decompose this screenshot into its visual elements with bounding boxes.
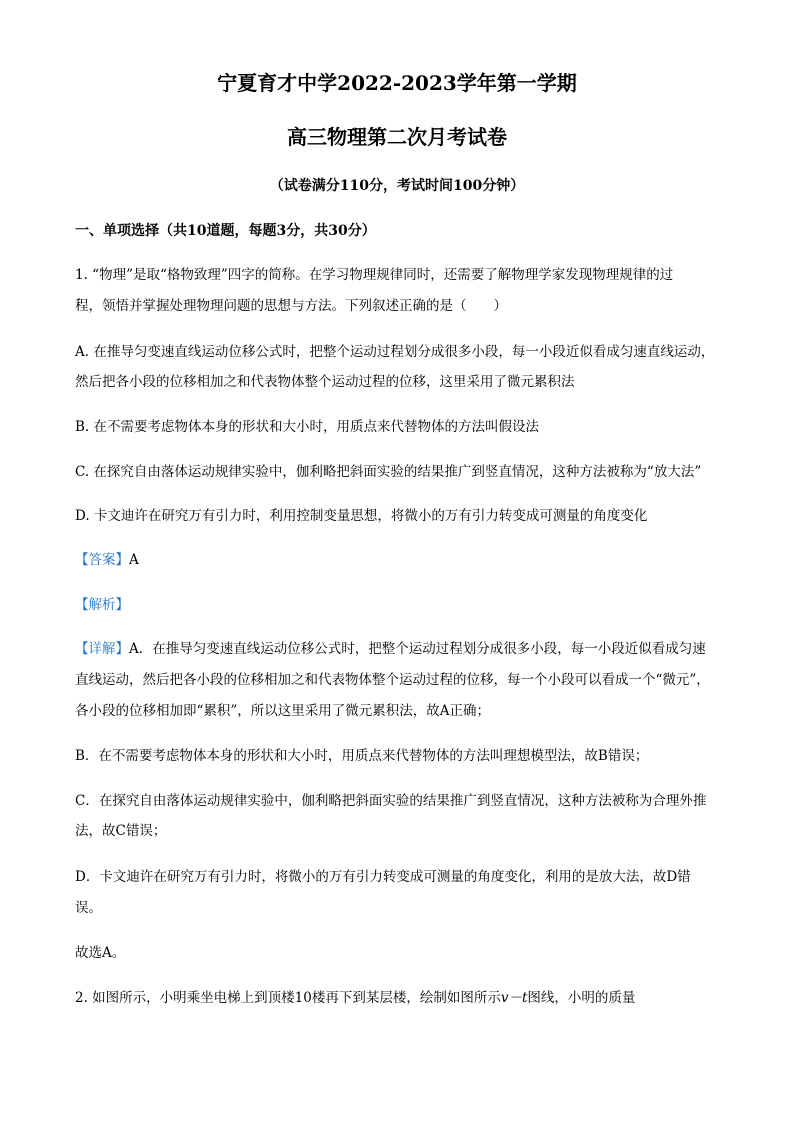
q1-detail-c-line2: 法，故C错误；: [75, 823, 167, 839]
q1-stem-line1: 1. “物理”是取“格物致理”四字的简称。在学习物理规律同时，还需要了解物理学家发现物理规律的过: [75, 267, 674, 283]
answer-value: A: [129, 552, 139, 568]
exam-title-line2: 高三物理第二次月考试卷: [287, 125, 507, 149]
q1-option-d: D. 卡文迪许在研究万有引力时，利用控制变量思想，将微小的万有引力转变成可测量的角度变化: [75, 508, 648, 524]
exam-note: （试卷满分110分，考试时间100分钟）: [269, 178, 525, 194]
q2-stem-part1: 2. 如图所示，小明乘坐电梯上到顶楼10楼再下到某层楼，绘制如图所示: [75, 990, 501, 1006]
q1-detail-b: B．在不需要考虑物体本身的形状和大小时，用质点来代替物体的方法叫理想模型法，故B错误；: [75, 748, 649, 764]
q1-option-a-line2: 然后把各小段的位移相加之和代表物体整个运动过程的位移，这里采用了微元累积法: [75, 374, 575, 390]
q1-detail-c-line1: C．在探究自由落体运动规律实验中，伽利略把斜面实验的结果推广到竖直情况，这种方法被称为合理外推: [75, 793, 707, 809]
section-heading: 一、单项选择（共10道题，每题3分，共30分）: [75, 223, 376, 239]
analysis-tag: 【解析】: [75, 597, 129, 613]
q1-detail-a-line3: 各小段的位移相加即“累积”，所以这里采用了微元累积法，故A正确；: [75, 703, 491, 719]
q1-option-c: C. 在探究自由落体运动规律实验中，伽利略把斜面实验的结果推广到竖直情况，这种方法被称为“放大法”: [75, 464, 702, 480]
q1-detail-d-line1: D．卡文迪许在研究万有引力时，将微小的万有引力转变成可测量的角度变化，利用的是放大法，故D错: [75, 869, 691, 885]
q1-detail-a-line1: [75, 640, 706, 658]
q2-vt-symbol: v－t: [500, 990, 528, 1006]
q2-stem-part2: 图线，小明的质量: [527, 990, 636, 1006]
detail-a-text: A．在推导匀变速直线运动位移公式时，把整个运动过程划分成很多小段，每一小段近似看成匀速: [129, 641, 706, 657]
q1-conclusion: 故选A。: [75, 945, 126, 961]
q1-option-b: B. 在不需要考虑物体本身的形状和大小时，用质点来代替物体的方法叫假设法: [75, 419, 540, 435]
q1-option-a-line1: A. 在推导匀变速直线运动位移公式时，把整个运动过程划分成很多小段，每一小段近似看成匀速直线运动，: [75, 344, 715, 360]
detail-tag: 【详解】: [75, 641, 129, 657]
exam-title-line1: 宁夏育才中学2022-2023学年第一学期: [217, 71, 577, 95]
q1-detail-a-line2: 直线运动，然后把各小段的位移相加之和代表物体整个运动过程的位移，每一个小段可以看成一个“微元”，: [75, 672, 710, 688]
answer-tag: 【答案】: [75, 552, 129, 568]
q1-detail-d-line2: 误。: [75, 900, 102, 916]
q1-answer: [75, 551, 139, 569]
q1-stem-line2: 程，领悟并掌握处理物理问题的思想与方法。下列叙述正确的是（ ）: [75, 298, 507, 314]
q2-stem: [75, 989, 635, 1007]
